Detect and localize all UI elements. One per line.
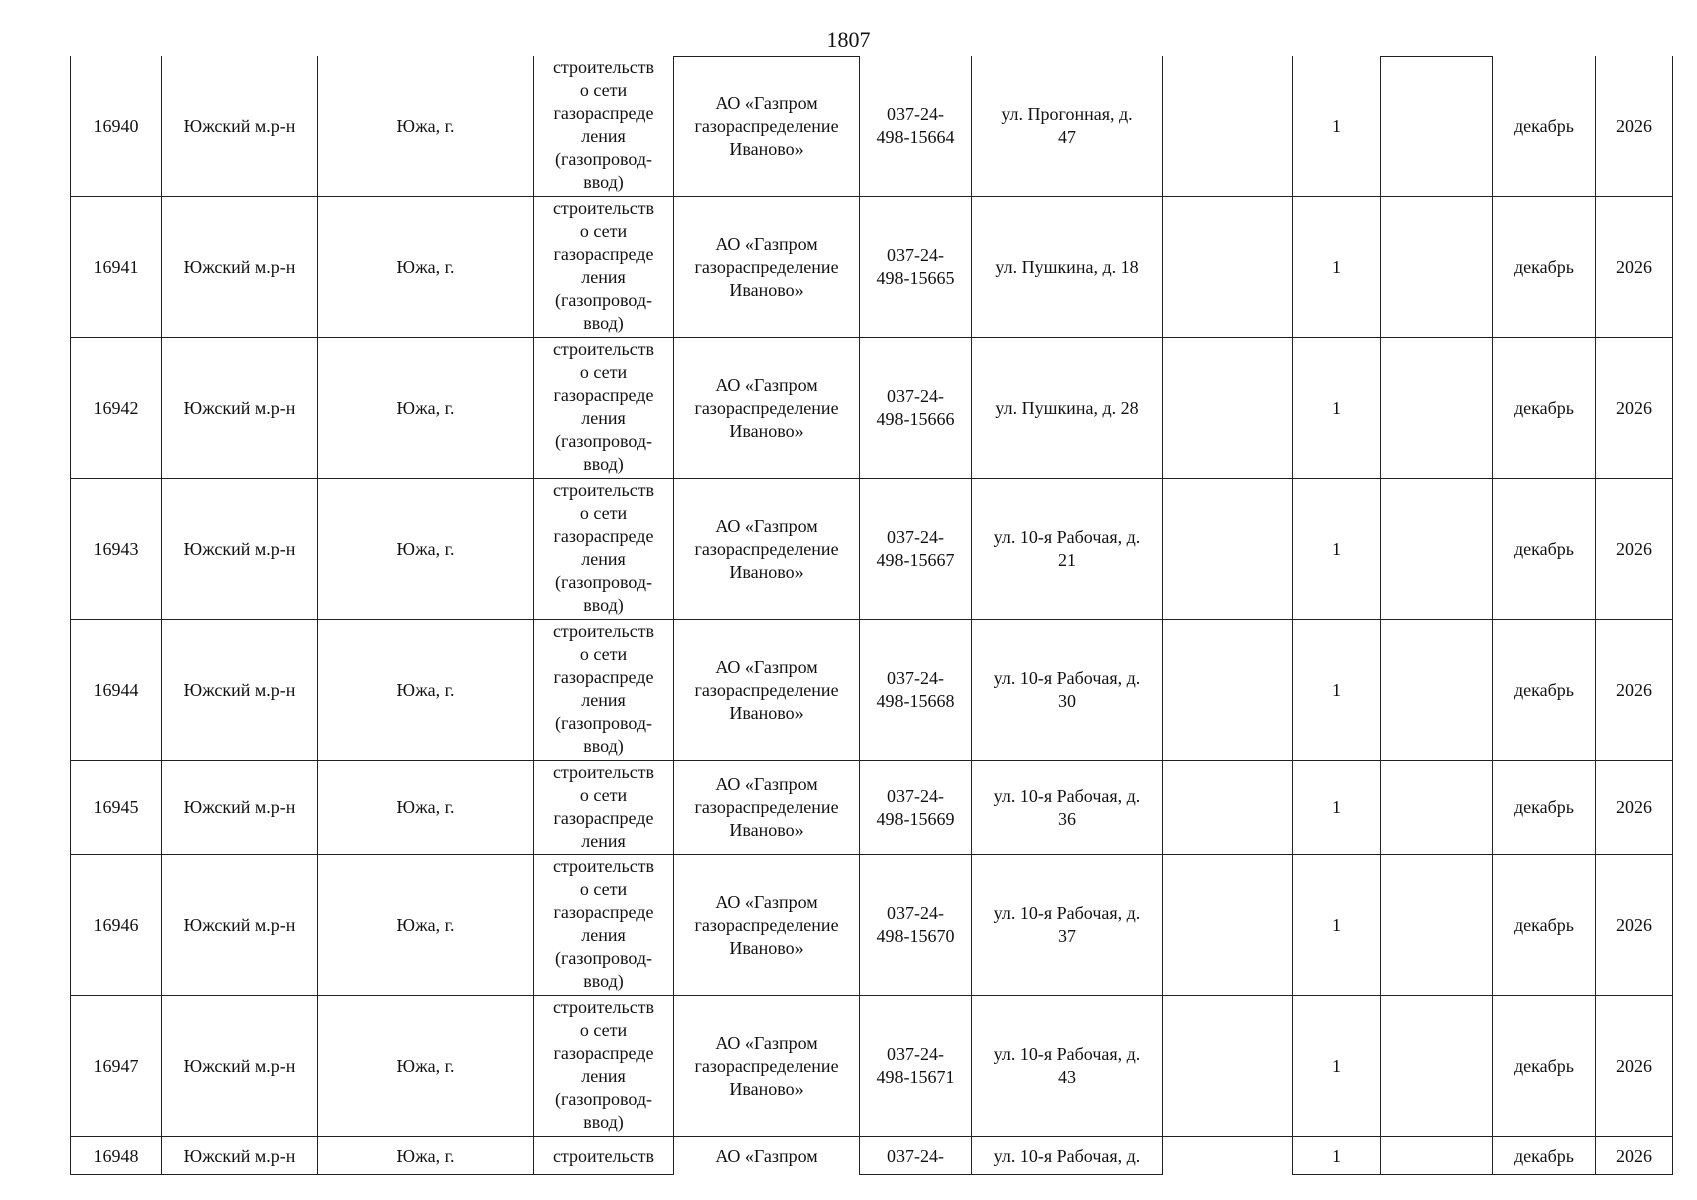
cell-empty — [1163, 479, 1293, 620]
cell-quantity: 1 — [1293, 620, 1381, 761]
cell-quantity: 1 — [1293, 56, 1381, 197]
cell-empty — [1381, 996, 1493, 1137]
cell-number: 16948 — [70, 1137, 162, 1175]
cell-empty — [1163, 338, 1293, 479]
cell-number: 16945 — [70, 761, 162, 855]
cell-empty — [1163, 1137, 1293, 1175]
cell-code: 037-24- 498-15666 — [860, 338, 972, 479]
cell-work-type: строительств о сети газораспреде ления (газопровод- ввод) — [534, 620, 674, 761]
cell-district: Южский м.р-н — [162, 197, 318, 338]
cell-quantity: 1 — [1293, 1137, 1381, 1175]
cell-address: ул. 10-я Рабочая, д. 30 — [972, 620, 1163, 761]
cell-organization: АО «Газпром — [674, 1137, 860, 1175]
cell-city: Южа, г. — [318, 855, 534, 996]
cell-code: 037-24- 498-15669 — [860, 761, 972, 855]
cell-district: Южский м.р-н — [162, 338, 318, 479]
cell-month: декабрь — [1493, 479, 1596, 620]
cell-empty — [1163, 761, 1293, 855]
cell-district: Южский м.р-н — [162, 479, 318, 620]
cell-organization: АО «Газпром газораспределение Иваново» — [674, 338, 860, 479]
cell-month: декабрь — [1493, 338, 1596, 479]
cell-empty — [1381, 479, 1493, 620]
cell-organization: АО «Газпром газораспределение Иваново» — [674, 620, 860, 761]
cell-work-type: строительств о сети газораспреде ления (газопровод- ввод) — [534, 197, 674, 338]
cell-district: Южский м.р-н — [162, 761, 318, 855]
cell-number: 16941 — [70, 197, 162, 338]
cell-address: ул. Пушкина, д. 18 — [972, 197, 1163, 338]
cell-organization: АО «Газпром газораспределение Иваново» — [674, 761, 860, 855]
cell-empty — [1381, 1137, 1493, 1175]
cell-organization: АО «Газпром газораспределение Иваново» — [674, 479, 860, 620]
cell-city: Южа, г. — [318, 56, 534, 197]
cell-empty — [1163, 996, 1293, 1137]
cell-empty — [1381, 761, 1493, 855]
cell-address: ул. 10-я Рабочая, д. 43 — [972, 996, 1163, 1137]
cell-number: 16943 — [70, 479, 162, 620]
cell-month: декабрь — [1493, 56, 1596, 197]
cell-empty — [1381, 56, 1493, 197]
cell-quantity: 1 — [1293, 338, 1381, 479]
cell-month: декабрь — [1493, 1137, 1596, 1175]
cell-organization: АО «Газпром газораспределение Иваново» — [674, 56, 860, 197]
cell-district: Южский м.р-н — [162, 1137, 318, 1175]
cell-month: декабрь — [1493, 855, 1596, 996]
cell-year: 2026 — [1596, 479, 1673, 620]
cell-address: ул. 10-я Рабочая, д. 37 — [972, 855, 1163, 996]
cell-city: Южа, г. — [318, 197, 534, 338]
cell-district: Южский м.р-н — [162, 620, 318, 761]
cell-year: 2026 — [1596, 855, 1673, 996]
works-table — [70, 56, 1673, 1175]
cell-quantity: 1 — [1293, 855, 1381, 996]
cell-empty — [1381, 855, 1493, 996]
cell-district: Южский м.р-н — [162, 56, 318, 197]
cell-month: декабрь — [1493, 996, 1596, 1137]
cell-number: 16947 — [70, 996, 162, 1137]
cell-code: 037-24- 498-15668 — [860, 620, 972, 761]
page-number: 1807 — [826, 27, 871, 52]
cell-address: ул. 10-я Рабочая, д. 21 — [972, 479, 1163, 620]
cell-work-type: строительств — [534, 1137, 674, 1175]
cell-year: 2026 — [1596, 761, 1673, 855]
cell-work-type: строительств о сети газораспреде ления (газопровод- ввод) — [534, 56, 674, 197]
cell-address: ул. 10-я Рабочая, д. — [972, 1137, 1163, 1175]
cell-city: Южа, г. — [318, 479, 534, 620]
cell-empty — [1381, 620, 1493, 761]
cell-address: ул. Пушкина, д. 28 — [972, 338, 1163, 479]
cell-number: 16944 — [70, 620, 162, 761]
cell-code: 037-24- 498-15671 — [860, 996, 972, 1137]
cell-address: ул. Прогонная, д. 47 — [972, 56, 1163, 197]
cell-number: 16946 — [70, 855, 162, 996]
cell-address: ул. 10-я Рабочая, д. 36 — [972, 761, 1163, 855]
cell-city: Южа, г. — [318, 338, 534, 479]
cell-quantity: 1 — [1293, 197, 1381, 338]
cell-work-type: строительств о сети газораспреде ления (газопровод- ввод) — [534, 855, 674, 996]
cell-year: 2026 — [1596, 1137, 1673, 1175]
cell-code: 037-24- — [860, 1137, 972, 1175]
cell-empty — [1163, 855, 1293, 996]
cell-empty — [1381, 338, 1493, 479]
cell-quantity: 1 — [1293, 479, 1381, 620]
cell-work-type: строительств о сети газораспреде ления (газопровод- ввод) — [534, 479, 674, 620]
cell-city: Южа, г. — [318, 620, 534, 761]
cell-empty — [1381, 197, 1493, 338]
cell-work-type: строительств о сети газораспреде ления (газопровод- ввод) — [534, 338, 674, 479]
cell-month: декабрь — [1493, 620, 1596, 761]
cell-year: 2026 — [1596, 338, 1673, 479]
cell-month: декабрь — [1493, 761, 1596, 855]
cell-year: 2026 — [1596, 620, 1673, 761]
cell-district: Южский м.р-н — [162, 855, 318, 996]
cell-month: декабрь — [1493, 197, 1596, 338]
cell-code: 037-24- 498-15664 — [860, 56, 972, 197]
cell-work-type: строительств о сети газораспреде ления — [534, 761, 674, 855]
cell-work-type: строительств о сети газораспреде ления (газопровод- ввод) — [534, 996, 674, 1137]
cell-city: Южа, г. — [318, 761, 534, 855]
cell-number: 16940 — [70, 56, 162, 197]
cell-code: 037-24- 498-15665 — [860, 197, 972, 338]
cell-code: 037-24- 498-15670 — [860, 855, 972, 996]
cell-code: 037-24- 498-15667 — [860, 479, 972, 620]
cell-year: 2026 — [1596, 56, 1673, 197]
cell-organization: АО «Газпром газораспределение Иваново» — [674, 996, 860, 1137]
cell-city: Южа, г. — [318, 1137, 534, 1175]
cell-quantity: 1 — [1293, 761, 1381, 855]
cell-number: 16942 — [70, 338, 162, 479]
cell-quantity: 1 — [1293, 996, 1381, 1137]
cell-empty — [1163, 197, 1293, 338]
cell-empty — [1163, 620, 1293, 761]
cell-city: Южа, г. — [318, 996, 534, 1137]
cell-organization: АО «Газпром газораспределение Иваново» — [674, 855, 860, 996]
cell-district: Южский м.р-н — [162, 996, 318, 1137]
cell-empty — [1163, 56, 1293, 197]
cell-year: 2026 — [1596, 996, 1673, 1137]
cell-organization: АО «Газпром газораспределение Иваново» — [674, 197, 860, 338]
cell-year: 2026 — [1596, 197, 1673, 338]
